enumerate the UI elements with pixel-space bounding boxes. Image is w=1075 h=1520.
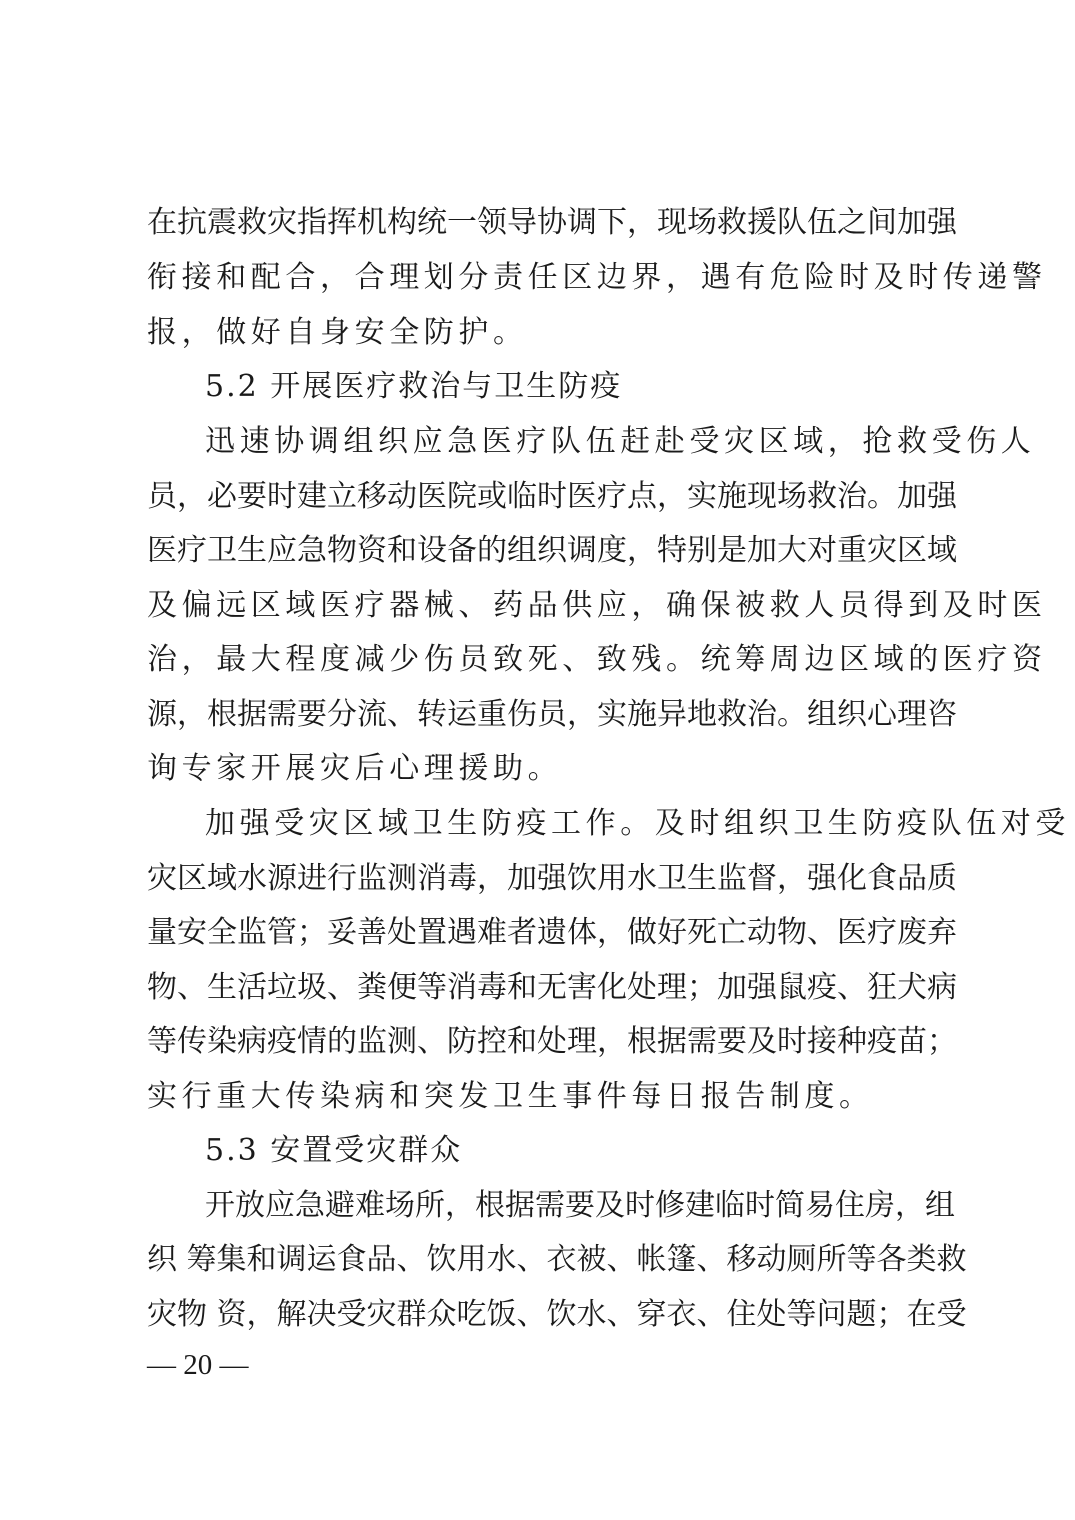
body-text-line: 迅速协调组织应急医疗队伍赶赴受灾区域，抢救受伤人 xyxy=(205,424,1036,459)
body-text-line: 源，根据需要分流、转运重伤员，实施异地救治。组织心理咨 xyxy=(147,697,957,732)
body-text-line: 灾物 资，解决受灾群众吃饭、饮水、穿衣、住处等问题；在受 xyxy=(147,1297,967,1332)
section-heading: 5.3 安置受灾群众 xyxy=(205,1133,463,1168)
body-text-line: 在抗震救灾指挥机构统一领导协调下，现场救援队伍之间加强 xyxy=(147,205,957,240)
body-text-line: 员，必要时建立移动医院或临时医疗点，实施现场救治。加强 xyxy=(147,479,957,514)
body-text-line: 物、生活垃圾、粪便等消毒和无害化处理；加强鼠疫、狂犬病 xyxy=(147,970,957,1005)
body-text-line: 开放应急避难场所，根据需要及时修建临时简易住房，组 xyxy=(205,1188,955,1223)
body-text-line: 报，做好自身安全防护。 xyxy=(147,315,528,350)
body-text-line: 实行重大传染病和突发卫生事件每日报告制度。 xyxy=(147,1079,874,1114)
body-text-line: 等传染病疫情的监测、防控和处理，根据需要及时接种疫苗； xyxy=(147,1024,957,1059)
section-heading: 5.2 开展医疗救治与卫生防疫 xyxy=(205,369,623,404)
body-text-line: 量安全监管；妥善处置遇难者遗体，做好死亡动物、医疗废弃 xyxy=(147,915,957,950)
body-text-line: 及偏远区域医疗器械、药品供应，确保被救人员得到及时医 xyxy=(147,588,1047,623)
body-text-line: 询专家开展灾后心理援助。 xyxy=(147,751,563,786)
body-text-line: 医疗卫生应急物资和设备的组织调度，特别是加大对重灾区域 xyxy=(147,533,957,568)
body-text-line: 织 筹集和调运食品、饮用水、衣被、帐篷、移动厕所等各类救 xyxy=(147,1242,967,1277)
body-text-line: 加强受灾区域卫生防疫工作。及时组织卫生防疫队伍对受 xyxy=(205,806,1070,841)
body-text-line: 衔接和配合，合理划分责任区边界，遇有危险时及时传递警 xyxy=(147,260,1047,295)
body-text-line: 灾区域水源进行监测消毒，加强饮用水卫生监督，强化食品质 xyxy=(147,861,957,896)
page-number: — 20 — xyxy=(147,1349,249,1381)
body-text-line: 治，最大程度减少伤员致死、致残。统筹周边区域的医疗资 xyxy=(147,642,1047,677)
